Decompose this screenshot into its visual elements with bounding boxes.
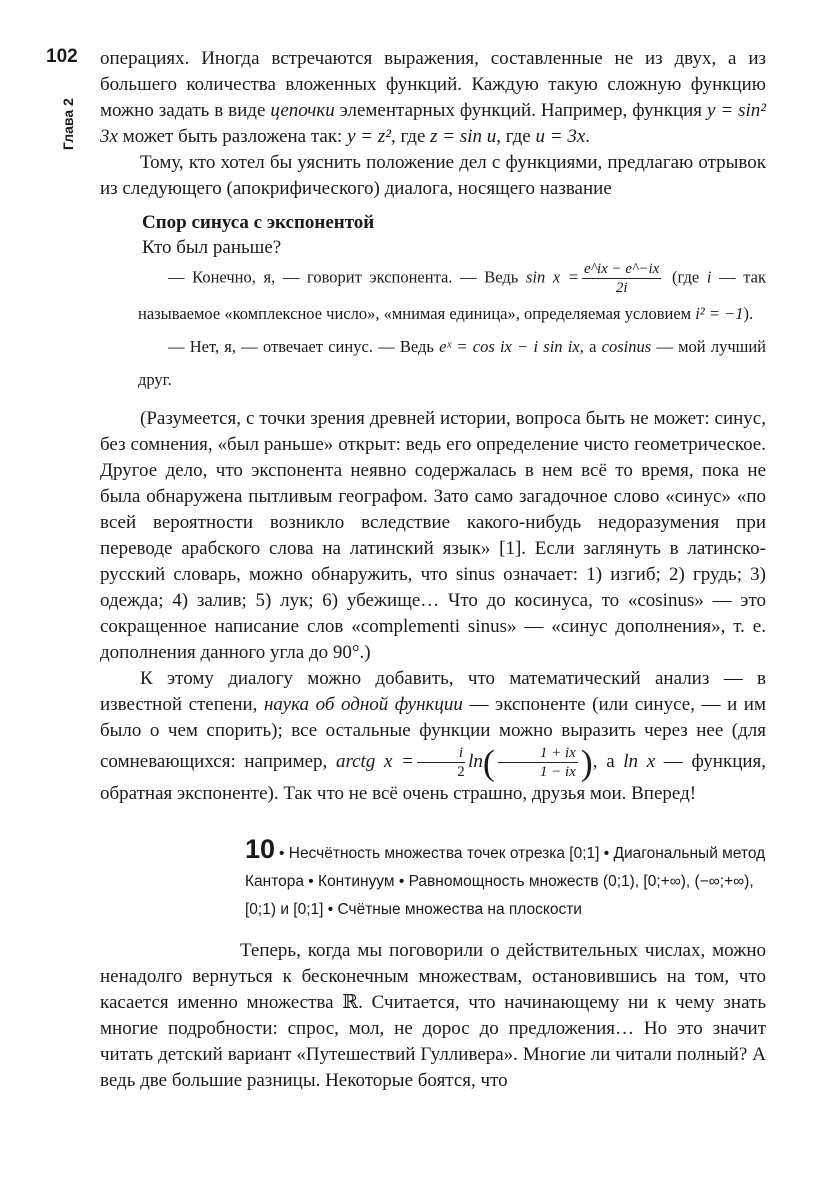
text: — экспоненте (или синусе, — и им было о чем спорить); все остальные функции можно выразить через нее (для сомневающихся: например, (100, 694, 766, 772)
emphasis: цепочки (270, 100, 335, 121)
formula: u = 3x (535, 126, 586, 147)
emphasis: cosinus (601, 337, 652, 356)
numerator: i (417, 744, 465, 763)
text: . (585, 126, 591, 147)
text: К этому диалогу можно добавить, что математический анализ — в известной степени, (100, 668, 766, 715)
formula: y = sin² 3x (100, 100, 766, 147)
formula: ln x (623, 750, 656, 772)
text: (где (664, 267, 707, 287)
text: элементарных функций. Например, функция (334, 100, 707, 121)
text: операциях. Иногда встречаются выражения, составленные не из двух, а из большего количества вложенных функций. Каждую такую сложную функцию можно задать в виде (100, 48, 766, 121)
fraction (582, 260, 661, 297)
paragraph-2: Тому, кто хотел бы уяснить положение дел с функциями, предлагаю отрывок из следующего (апокрифического) диалога, носящего название (100, 152, 766, 199)
text: , где (496, 126, 536, 147)
formula: i² = −1 (695, 304, 744, 323)
formula: y = z² (347, 126, 391, 147)
text: , где (390, 126, 431, 147)
text: может быть разложена так: (117, 126, 348, 147)
text: — мой лучший друг. (138, 337, 766, 389)
denominator: 2i (615, 280, 628, 296)
text: , а (579, 337, 602, 356)
fraction (498, 744, 578, 781)
page-body (100, 46, 766, 1094)
formula: z = sin u (430, 126, 497, 147)
paragraph-1 (100, 46, 766, 150)
paragraph-5: Теперь, когда мы поговорили о действительных числах, можно ненадолго вернуться к бесконечным множествам, остановившись на том, что касается именно множества ℝ. Считается, что начинающему ни к чему знать многие подробности: спрос, мол, не дорос до предложения… Но это значит читать детский вариант «Путешествий Гулливера». Многие ли читали полный? А ведь две большие разницы. Некоторые боятся, что (100, 940, 766, 1091)
dialog-line-2 (138, 330, 766, 396)
formula: sin x = (525, 267, 579, 287)
denominator: 2 (457, 764, 465, 780)
text: — функция, обратная экспоненте). Так что не всё очень страшно, друзья мои. Вперед! (100, 750, 767, 804)
dialog-block (138, 210, 766, 396)
fraction (417, 744, 465, 781)
formula: i (706, 267, 712, 287)
numerator: e^ix − e^−ix (583, 261, 660, 277)
text: — так называемое «комплексное число», «мнимая единица», определяемая условием (138, 267, 766, 323)
formula: ln (468, 750, 483, 772)
chapter-label: Глава 2 (60, 98, 76, 150)
text: — Нет, я, — отвечает синус. — Ведь (168, 337, 440, 356)
numerator: 1 + ix (498, 744, 578, 763)
section-heading (245, 835, 766, 924)
paragraph-3: (Разумеется, с точки зрения древней истории, вопроса быть не может: синус, без сомнения, «был раньше» открыт: ведь его определение чисто геометрическое. Другое дело, что экспонента неявно содержалась в нем всё то время, пока не была обнаружена пытливым географом. Зато само загадочное слово «синус» «по всей вероятности возникло вследствие какого-нибудь недоразумения при переводе арабского слова на латинский язык» [1]. Если заглянуть в латинско-русский словарь, можно обнаружить, что sinus означает: 1) изгиб; 2) грудь; 3) одежда; 4) залив; 5) лук; 6) убежище… Что до косинуса, то «cosinus» — это сокращенное написание слов «complementi sinus» — «синус дополнения», т. е. дополнения данного угла до 90°.) (100, 408, 766, 663)
emphasis: наука об одной функции (264, 694, 463, 715)
denominator: 1 − ix (539, 764, 576, 780)
dialog-subtitle: Кто был раньше? (142, 237, 282, 258)
section-number: 10 (245, 834, 276, 864)
formula: arctg x = (335, 750, 414, 772)
section-topics: • Несчётность множества точек отрезка [0;1] • Диагональный метод Кантора • Континуум • Равномощность множеств (0;1), [0;+∞), (−∞;+∞), [0;1) и [0;1] • Счётные множества на плоскости (245, 845, 766, 918)
text: — Конечно, я, — говорит экспонента. — Ведь (168, 267, 526, 287)
text: , а (592, 750, 624, 772)
paragraph-4: К этому диалогу можно добавить, что математический анализ — в известной степени, наука об одной функции — экспоненте (или синусе, — и им было о чем спорить); все остальные функции можно выразить через нее (для сомневающихся: например, arctg x = $\frac{i}{2}$ ln( $\frac{1 + ix}{1 - ix}$ ), а ln x — функция, обратная экспоненте). Так что не всё очень страшно, друзья мои. Вперед! (100, 668, 767, 804)
dialog-line-1 (138, 260, 766, 330)
page-number: 102 (46, 46, 78, 67)
text: ). (743, 304, 754, 323)
formula: eˣ = cos ix − i sin ix (439, 337, 580, 356)
dialog-title: Спор синуса с экспонентой (142, 212, 375, 233)
